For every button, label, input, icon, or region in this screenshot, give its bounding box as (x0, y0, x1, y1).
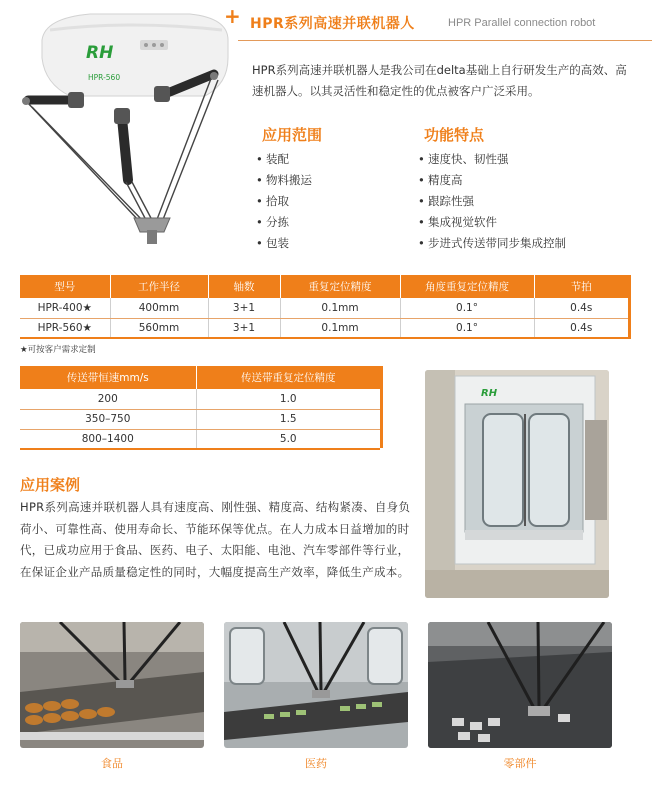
table-row (20, 298, 628, 318)
plus-icon: + (224, 4, 241, 28)
robot-logo: RH (86, 43, 114, 63)
table-header-row (20, 366, 380, 389)
table-cell: HPR-560★ (20, 318, 110, 338)
list-item: • 包装 (256, 236, 289, 250)
table-edge (380, 366, 383, 448)
column-header: 角度重复定位精度 (400, 275, 534, 298)
pharma-application-photo (224, 622, 408, 748)
column-header: 工作半径 (110, 275, 208, 298)
list-item: • 精度高 (418, 173, 463, 187)
table-row (20, 389, 380, 409)
table-edge (628, 275, 631, 339)
table-cell: 560mm (110, 318, 208, 338)
table-cell: 0.1mm (280, 318, 400, 338)
cabinet-illustration (425, 370, 609, 598)
table-cell: 0.1mm (280, 298, 400, 318)
list-item: • 步进式传送带同步集成控制 (418, 236, 566, 250)
column-header: 传送带重复定位精度 (196, 366, 380, 389)
table-row (20, 409, 380, 429)
food-application-photo (20, 622, 204, 748)
table-cell: HPR-400★ (20, 298, 110, 318)
customization-note: ★可按客户需求定制 (20, 345, 96, 355)
column-header: 轴数 (208, 275, 280, 298)
cabinet-logo: RH (481, 388, 498, 399)
list-item: • 拾取 (256, 194, 289, 208)
photo-caption: 食品 (101, 757, 123, 770)
delta-robot-illustration (0, 0, 240, 262)
parts-line-illustration (428, 622, 612, 748)
page-subtitle: HPR Parallel connection robot (448, 17, 596, 29)
parts-application-photo (428, 622, 612, 748)
table-cell: 3+1 (208, 298, 280, 318)
list-item: • 跟踪性强 (418, 194, 474, 208)
table-cell: 350–750 (20, 409, 196, 429)
cases-heading: 应用案例 (20, 476, 81, 494)
column-header: 重复定位精度 (280, 275, 400, 298)
applications-heading: 应用范围 (262, 126, 323, 144)
photo-caption: 零部件 (503, 757, 537, 770)
table-cell: 3+1 (208, 318, 280, 338)
food-line-illustration (20, 622, 204, 748)
list-item: • 分拣 (256, 215, 289, 229)
table-cell: 0.4s (534, 318, 628, 338)
table-cell: 1.5 (196, 409, 380, 429)
table-cell: 0.4s (534, 298, 628, 318)
list-item: • 集成视觉软件 (418, 215, 497, 229)
table-cell: 0.1° (400, 318, 534, 338)
table-cell: 1.0 (196, 389, 380, 409)
pharma-line-illustration (224, 622, 408, 748)
list-item: • 速度快、韧性强 (418, 152, 509, 166)
features-heading: 功能特点 (424, 126, 485, 144)
list-item: • 物料搬运 (256, 173, 312, 187)
table-cell: 800–1400 (20, 429, 196, 449)
robot-model-label: HPR-560 (88, 73, 121, 82)
column-header: 节拍 (534, 275, 628, 298)
table-cell: 5.0 (196, 429, 380, 449)
table-cell: 200 (20, 389, 196, 409)
table-row (20, 318, 628, 338)
applications-list (256, 149, 312, 254)
features-list (418, 149, 566, 254)
page-title: HPR系列高速并联机器人 (250, 16, 415, 32)
table-cell: 400mm (110, 298, 208, 318)
table-cell: 0.1° (400, 298, 534, 318)
spec-table (20, 275, 628, 339)
table-row (20, 429, 380, 449)
list-item: • 装配 (256, 152, 289, 166)
robot-cabinet-photo (425, 370, 609, 598)
photo-caption: 医药 (305, 757, 327, 770)
intro-paragraph: HPR系列高速并联机器人是我公司在delta基础上自行研发生产的高效、高速机器人。以其灵活性和稳定性的优点被客户广泛采用。 (252, 63, 627, 98)
column-header: 型号 (20, 275, 110, 298)
cases-paragraph: HPR系列高速并联机器人具有速度高、刚性强、精度高、结构紧凑、自身负荷小、可靠性高、使用寿命长、节能环保等优点。在人力成本日益增加的时代，已成功应用于食品、医药、电子、太阳能、电池、汽车零部件等行业，在保证企业产品质量稳定性的同时，大幅度提高生产效率，降低生产成本。 (20, 500, 411, 579)
column-header: 传送带恒速mm/s (20, 366, 196, 389)
title-divider (238, 40, 652, 41)
table-header-row (20, 275, 628, 298)
conveyor-table (20, 366, 380, 450)
